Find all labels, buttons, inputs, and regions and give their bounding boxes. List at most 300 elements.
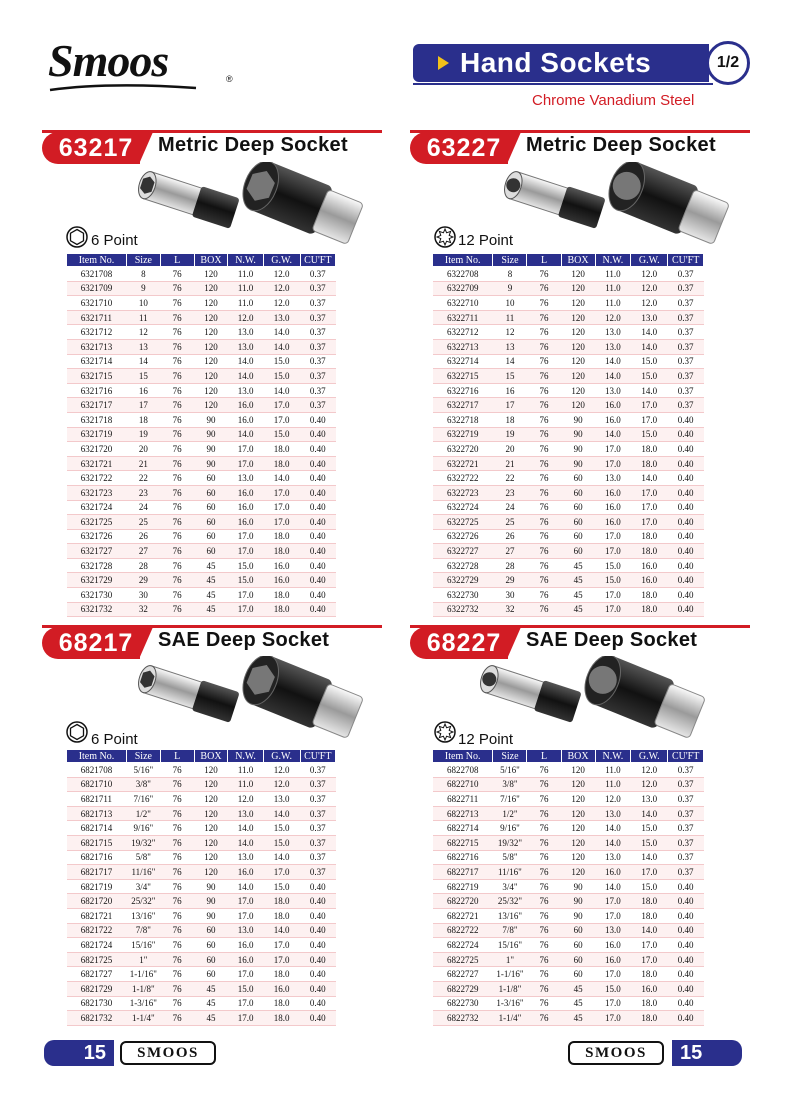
table-cell: 6322721: [433, 456, 493, 471]
table-cell: 120: [194, 369, 228, 384]
section-code: 63217: [58, 134, 134, 162]
table-cell: 76: [527, 354, 561, 369]
table-row: [67, 471, 336, 486]
table-cell: 90: [194, 879, 228, 894]
table-cell: 17.0: [263, 398, 300, 413]
table-cell: 6822721: [433, 908, 493, 923]
table-cell: 6822711: [433, 792, 493, 807]
table-cell: 1-1/8": [126, 981, 160, 996]
table-cell: 18.0: [263, 588, 300, 603]
table-cell: 76: [160, 398, 194, 413]
table-cell: 16.0: [595, 412, 631, 427]
table-cell: 6822732: [433, 1011, 493, 1026]
table-row: [67, 325, 336, 340]
table-cell: 14.0: [228, 427, 263, 442]
table-row: [433, 865, 704, 880]
logo-swash-icon: [48, 80, 198, 96]
table-cell: 17: [126, 398, 160, 413]
table-cell: 90: [561, 427, 595, 442]
table-cell: 6821716: [67, 850, 127, 865]
table-cell: 1": [493, 952, 527, 967]
table-cell: 6821725: [67, 952, 127, 967]
table-cell: 6821722: [67, 923, 127, 938]
table-cell: 20: [126, 442, 160, 457]
table-cell: 76: [160, 442, 194, 457]
table-cell: 5/8": [126, 850, 160, 865]
table-header-row: [67, 750, 336, 763]
table-cell: 6321715: [67, 369, 127, 384]
table-row: [433, 981, 704, 996]
table-cell: 120: [561, 763, 595, 778]
table-cell: 60: [194, 515, 228, 530]
column-header: L: [160, 750, 194, 763]
table-cell: 120: [561, 806, 595, 821]
table-row: [67, 981, 336, 996]
table-row: [67, 588, 336, 603]
table-cell: 76: [527, 777, 561, 792]
column-header: Size: [493, 750, 527, 763]
table-cell: 0.40: [300, 952, 335, 967]
table-cell: 11.0: [228, 777, 263, 792]
table-cell: 60: [194, 952, 228, 967]
table-cell: 6322710: [433, 296, 493, 311]
table-row: [67, 996, 336, 1011]
brand-logo-text: Smoos: [48, 35, 169, 86]
table-cell: 76: [160, 427, 194, 442]
table-row: [433, 792, 704, 807]
table-cell: 13.0: [228, 471, 263, 486]
page-subtitle: Chrome Vanadium Steel: [532, 92, 695, 109]
table-cell: 76: [160, 821, 194, 836]
table-cell: 90: [561, 442, 595, 457]
table-cell: 14.0: [228, 879, 263, 894]
table-cell: 76: [527, 485, 561, 500]
table-cell: 11.0: [228, 296, 263, 311]
table-cell: 45: [194, 981, 228, 996]
table-cell: 120: [561, 369, 595, 384]
column-header: Size: [493, 254, 527, 267]
table-cell: 13.0: [228, 850, 263, 865]
table-cell: 6322728: [433, 558, 493, 573]
table-cell: 19: [126, 427, 160, 442]
table-cell: 18.0: [263, 996, 300, 1011]
table-cell: 0.37: [668, 806, 704, 821]
table-cell: 0.40: [300, 588, 335, 603]
table-cell: 18.0: [631, 908, 668, 923]
table-cell: 45: [194, 1011, 228, 1026]
table-cell: 13.0: [595, 850, 631, 865]
table-cell: 120: [561, 398, 595, 413]
table-cell: 11.0: [228, 267, 263, 282]
table-cell: 76: [527, 1011, 561, 1026]
table-cell: 30: [126, 588, 160, 603]
table-cell: 17.0: [228, 967, 263, 982]
table-cell: 6821729: [67, 981, 127, 996]
table-cell: 6821732: [67, 1011, 127, 1026]
table-cell: 0.40: [668, 442, 704, 457]
table-cell: 17.0: [263, 412, 300, 427]
table-cell: 76: [527, 981, 561, 996]
table-cell: 13/16": [126, 908, 160, 923]
table-row: [67, 398, 336, 413]
table-cell: 0.37: [668, 763, 704, 778]
table-cell: 13.0: [228, 806, 263, 821]
column-header: BOX: [561, 254, 595, 267]
table-row: [67, 296, 336, 311]
table-cell: 6822722: [433, 923, 493, 938]
table-row: [67, 763, 336, 778]
table-cell: 120: [194, 339, 228, 354]
column-header: Item No.: [433, 254, 493, 267]
table-row: [67, 369, 336, 384]
table-header-row: [67, 254, 336, 267]
table-cell: 15/16": [126, 938, 160, 953]
registered-mark: ®: [226, 74, 233, 84]
star-12-point-icon: [434, 226, 456, 248]
table-cell: 6321730: [67, 588, 127, 603]
table-cell: 16.0: [228, 865, 263, 880]
table-cell: 13: [126, 339, 160, 354]
table-cell: 120: [561, 267, 595, 282]
table-cell: 9: [493, 281, 527, 296]
table-cell: 1-1/4": [126, 1011, 160, 1026]
table-cell: 14.0: [228, 369, 263, 384]
table-cell: 14.0: [631, 923, 668, 938]
point-label: 12 Point: [458, 731, 514, 748]
table-cell: 76: [160, 383, 194, 398]
hex-6-point-icon: [66, 226, 88, 248]
table-cell: 6822730: [433, 996, 493, 1011]
table-row: [67, 354, 336, 369]
table-header-row: [433, 750, 704, 763]
table-cell: 120: [194, 806, 228, 821]
table-cell: 6322730: [433, 588, 493, 603]
table-cell: 25: [493, 515, 527, 530]
table-cell: 1": [126, 952, 160, 967]
point-label: 6 Point: [91, 232, 138, 249]
table-row: [433, 821, 704, 836]
table-cell: 90: [561, 412, 595, 427]
table-cell: 17.0: [631, 500, 668, 515]
table-cell: 45: [561, 996, 595, 1011]
table-cell: 76: [527, 588, 561, 603]
table-cell: 120: [561, 821, 595, 836]
table-cell: 6821724: [67, 938, 127, 953]
table-cell: 6821717: [67, 865, 127, 880]
table-cell: 17.0: [595, 456, 631, 471]
table-cell: 76: [527, 442, 561, 457]
table-cell: 17.0: [631, 515, 668, 530]
table-cell: 0.40: [668, 894, 704, 909]
table-cell: 76: [527, 850, 561, 865]
table-cell: 76: [160, 325, 194, 340]
socket-image-12pt-metric: [502, 162, 732, 248]
table-row: [433, 967, 704, 982]
table-cell: 6822717: [433, 865, 493, 880]
table-cell: 14.0: [228, 835, 263, 850]
table-cell: 11.0: [228, 281, 263, 296]
table-cell: 15: [126, 369, 160, 384]
table-cell: 11: [493, 310, 527, 325]
table-cell: 14.0: [631, 850, 668, 865]
table-cell: 120: [194, 792, 228, 807]
table-row: [433, 456, 704, 471]
table-cell: 45: [561, 1011, 595, 1026]
table-cell: 14.0: [263, 471, 300, 486]
table-cell: 6321711: [67, 310, 127, 325]
table-cell: 15.0: [263, 821, 300, 836]
column-header: CU'FT: [668, 750, 704, 763]
table-cell: 45: [194, 588, 228, 603]
table-cell: 6321727: [67, 544, 127, 559]
table-row: [433, 339, 704, 354]
table-cell: 14.0: [263, 325, 300, 340]
table-cell: 76: [160, 471, 194, 486]
table-cell: 6821715: [67, 835, 127, 850]
column-header: G.W.: [631, 254, 668, 267]
table-cell: 11.0: [595, 777, 631, 792]
table-row: [67, 602, 336, 617]
table-cell: 6321724: [67, 500, 127, 515]
table-cell: 3/8": [126, 777, 160, 792]
table-cell: 76: [160, 850, 194, 865]
table-cell: 16.0: [228, 398, 263, 413]
table-cell: 14.0: [263, 806, 300, 821]
table-cell: 76: [527, 383, 561, 398]
table-cell: 16.0: [595, 865, 631, 880]
table-cell: 12.0: [263, 296, 300, 311]
table-cell: 6322725: [433, 515, 493, 530]
table-cell: 76: [160, 485, 194, 500]
table-cell: 17.0: [631, 485, 668, 500]
table-cell: 25: [126, 515, 160, 530]
table-cell: 76: [527, 412, 561, 427]
table-cell: 18.0: [263, 442, 300, 457]
column-header: BOX: [194, 750, 228, 763]
table-cell: 0.40: [668, 981, 704, 996]
table-cell: 76: [160, 281, 194, 296]
table-cell: 22: [126, 471, 160, 486]
table-cell: 0.40: [668, 515, 704, 530]
table-cell: 0.40: [300, 515, 335, 530]
table-cell: 15.0: [263, 369, 300, 384]
table-cell: 6321726: [67, 529, 127, 544]
table-cell: 13.0: [595, 806, 631, 821]
table-cell: 13.0: [595, 339, 631, 354]
table-cell: 6822729: [433, 981, 493, 996]
table-cell: 13.0: [631, 310, 668, 325]
table-cell: 11.0: [595, 281, 631, 296]
table-cell: 17.0: [595, 1011, 631, 1026]
table-cell: 6321713: [67, 339, 127, 354]
table-cell: 6322717: [433, 398, 493, 413]
table-cell: 0.37: [668, 339, 704, 354]
table-cell: 6822727: [433, 967, 493, 982]
table-cell: 3/8": [493, 777, 527, 792]
table-cell: 6322709: [433, 281, 493, 296]
table-cell: 0.40: [300, 558, 335, 573]
table-cell: 6821710: [67, 777, 127, 792]
table-cell: 45: [561, 588, 595, 603]
table-cell: 6321720: [67, 442, 127, 457]
table-cell: 16.0: [595, 938, 631, 953]
table-row: [67, 427, 336, 442]
table-cell: 6821714: [67, 821, 127, 836]
table-cell: 8: [126, 267, 160, 282]
table-cell: 76: [527, 500, 561, 515]
table-cell: 0.40: [300, 938, 335, 953]
column-header: N.W.: [595, 750, 631, 763]
table-cell: 14.0: [263, 923, 300, 938]
table-cell: 0.37: [300, 865, 335, 880]
table-cell: 24: [493, 500, 527, 515]
column-header: G.W.: [263, 254, 300, 267]
table-cell: 76: [527, 456, 561, 471]
table-cell: 6322727: [433, 544, 493, 559]
table-cell: 16: [126, 383, 160, 398]
table-cell: 0.40: [300, 500, 335, 515]
table-cell: 11.0: [228, 763, 263, 778]
table-cell: 45: [194, 558, 228, 573]
table-cell: 26: [126, 529, 160, 544]
table-cell: 16.0: [595, 952, 631, 967]
table-cell: 19: [493, 427, 527, 442]
page-number: 15: [672, 1040, 742, 1066]
table-cell: 15.0: [263, 354, 300, 369]
spec-table-68217: [66, 749, 336, 1026]
table-cell: 6321729: [67, 573, 127, 588]
table-cell: 16.0: [595, 398, 631, 413]
table-cell: 60: [194, 500, 228, 515]
table-cell: 17.0: [595, 894, 631, 909]
table-cell: 76: [527, 821, 561, 836]
table-row: [433, 1011, 704, 1026]
table-cell: 5/16": [126, 763, 160, 778]
table-cell: 11.0: [595, 296, 631, 311]
table-cell: 0.37: [300, 383, 335, 398]
table-cell: 76: [160, 967, 194, 982]
table-cell: 0.40: [300, 981, 335, 996]
table-cell: 76: [527, 515, 561, 530]
table-cell: 6321723: [67, 485, 127, 500]
table-cell: 76: [527, 529, 561, 544]
table-row: [433, 938, 704, 953]
table-cell: 76: [527, 398, 561, 413]
table-cell: 0.37: [668, 835, 704, 850]
table-cell: 18: [126, 412, 160, 427]
table-cell: 120: [194, 267, 228, 282]
table-cell: 76: [160, 835, 194, 850]
table-cell: 120: [194, 865, 228, 880]
table-cell: 17.0: [263, 938, 300, 953]
table-cell: 12.0: [263, 267, 300, 282]
table-cell: 90: [561, 879, 595, 894]
table-cell: 17.0: [595, 967, 631, 982]
table-cell: 17.0: [631, 938, 668, 953]
table-cell: 11: [126, 310, 160, 325]
table-cell: 12.0: [595, 792, 631, 807]
table-cell: 90: [194, 908, 228, 923]
table-cell: 6322726: [433, 529, 493, 544]
table-cell: 120: [194, 835, 228, 850]
table-cell: 12.0: [263, 763, 300, 778]
table-cell: 16.0: [228, 938, 263, 953]
table-cell: 16.0: [228, 952, 263, 967]
section-header-63227: [410, 130, 750, 166]
table-cell: 18.0: [263, 529, 300, 544]
table-cell: 18.0: [263, 967, 300, 982]
table-cell: 6321728: [67, 558, 127, 573]
column-header: CU'FT: [300, 254, 335, 267]
table-cell: 6322722: [433, 471, 493, 486]
table-cell: 45: [194, 573, 228, 588]
table-cell: 120: [194, 310, 228, 325]
table-cell: 0.37: [300, 792, 335, 807]
table-row: [433, 835, 704, 850]
table-cell: 0.40: [300, 602, 335, 617]
table-cell: 0.40: [668, 602, 704, 617]
table-row: [433, 923, 704, 938]
table-cell: 60: [561, 500, 595, 515]
hex-6-point-icon: [66, 721, 88, 743]
table-cell: 0.37: [668, 310, 704, 325]
table-cell: 6821711: [67, 792, 127, 807]
table-cell: 0.40: [300, 996, 335, 1011]
section-code: 68217: [58, 629, 134, 657]
table-cell: 0.40: [668, 471, 704, 486]
table-cell: 0.40: [300, 427, 335, 442]
table-cell: 76: [160, 267, 194, 282]
table-cell: 10: [493, 296, 527, 311]
table-cell: 0.40: [668, 529, 704, 544]
table-cell: 76: [160, 500, 194, 515]
table-cell: 15.0: [631, 835, 668, 850]
table-cell: 76: [160, 558, 194, 573]
table-cell: 0.37: [668, 383, 704, 398]
table-cell: 76: [527, 296, 561, 311]
table-cell: 120: [561, 296, 595, 311]
point-label: 12 Point: [458, 232, 514, 249]
table-cell: 15.0: [228, 573, 263, 588]
table-cell: 15.0: [263, 835, 300, 850]
table-cell: 18.0: [631, 602, 668, 617]
table-row: [67, 412, 336, 427]
table-cell: 45: [561, 558, 595, 573]
table-cell: 1-1/4": [493, 1011, 527, 1026]
table-row: [67, 865, 336, 880]
table-cell: 6822725: [433, 952, 493, 967]
table-cell: 27: [126, 544, 160, 559]
table-cell: 17.0: [228, 544, 263, 559]
table-cell: 11/16": [126, 865, 160, 880]
table-cell: 25/32": [493, 894, 527, 909]
table-row: [67, 442, 336, 457]
column-header: Item No.: [433, 750, 493, 763]
table-cell: 18.0: [631, 588, 668, 603]
table-cell: 60: [194, 938, 228, 953]
table-cell: 10: [126, 296, 160, 311]
table-cell: 6822715: [433, 835, 493, 850]
table-cell: 76: [160, 763, 194, 778]
table-cell: 7/8": [126, 923, 160, 938]
table-cell: 15.0: [631, 354, 668, 369]
table-row: [433, 500, 704, 515]
section-name: SAE Deep Socket: [158, 629, 330, 651]
table-row: [433, 427, 704, 442]
table-row: [67, 515, 336, 530]
table-cell: 6822708: [433, 763, 493, 778]
table-cell: 60: [561, 529, 595, 544]
